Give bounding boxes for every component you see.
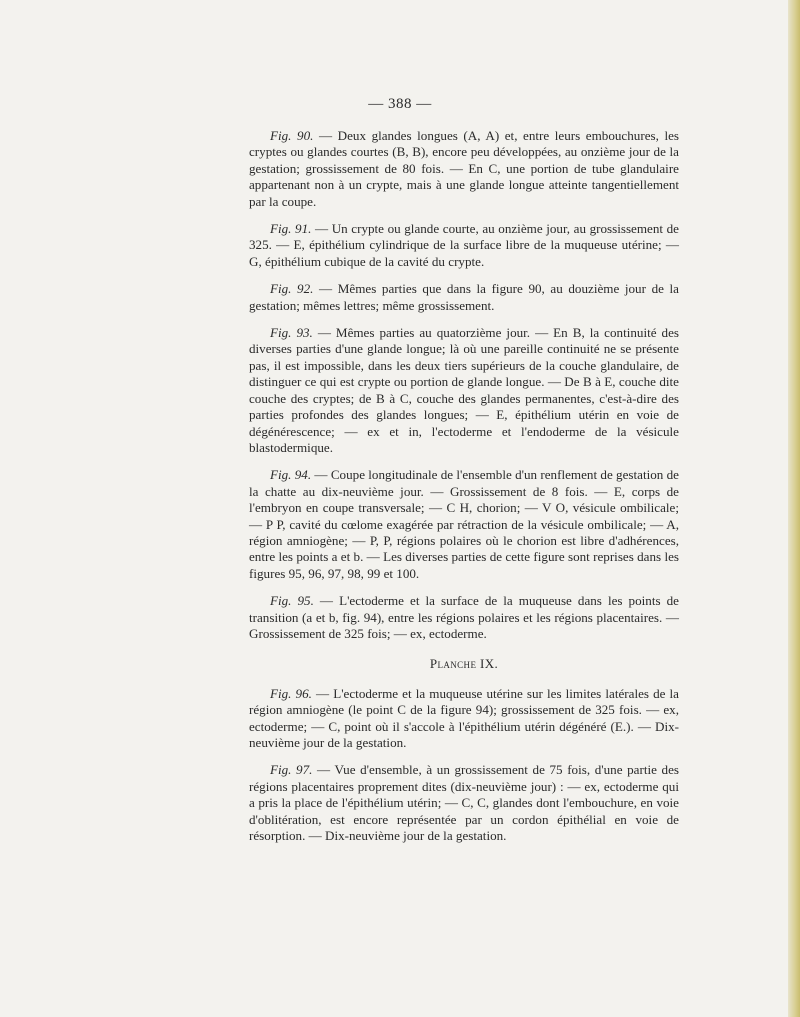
- legend-text: — L'ectoderme et la surface de la muqueuse dans les points de transition (a et b, fig. 94), entre les régions polaires et les régions placentaires. — Grossissement de 325 fois; — ex, ectoderme.: [249, 593, 679, 641]
- page-number: — 388 —: [368, 96, 432, 112]
- legend-fig-97: [249, 762, 679, 844]
- legend-text: — Vue d'ensemble, à un grossissement de 75 fois, d'une partie des régions placentaires proprement dites (dix-neuvième jour) : — ex, ectoderme qui a pris la place de l'épithélium utérin; — C, C, glandes dont l'embouchure, en voie d'oblitération, est encore représentée par un cordon épithélial en voie de résorption. — Dix-neuvième jour de la gestation.: [249, 762, 679, 844]
- legend-label: Fig. 96.: [270, 685, 312, 701]
- legend-text: — Mêmes parties au quatorzième jour. — En B, la continuité des diverses parties d'une glande longue; là où une pareille continuité ne se présente pas, il est impossible, dans les deux tiers supérieurs de la couche glandulaire, de distinguer ce qui est crypte ou portion de glande longue. — De B à E, couche dite couche des cryptes; de B à C, couche des glandes permanentes, c'est-à-dire des parties profondes des glandes longues; — E, épithélium utérin en voie de dégénérescence; — ex et in, l'ectoderme et l'endoderme de la vésicule blastodermique.: [249, 325, 679, 455]
- legend-fig-95: [249, 593, 679, 642]
- legend-label: Fig. 92.: [270, 281, 314, 297]
- legend-text: — Un crypte ou glande courte, au onzième jour, au grossissement de 325. — E, épithélium cylindrique de la surface libre de la muqueuse utérine; — G, épithélium cubique de la cavité du crypte.: [249, 221, 679, 269]
- legend-fig-94: [249, 467, 679, 582]
- figure-legends: [249, 128, 679, 855]
- legend-label: Fig. 97.: [270, 762, 313, 778]
- legend-label: Fig. 90.: [270, 128, 314, 143]
- plate-heading: Planche IX.: [429, 656, 499, 672]
- legend-text: — L'ectoderme et la muqueuse utérine sur les limites latérales de la région amniogène (le point C de la figure 94); grossissement de 325 fois. — ex, ectoderme; — C, point où il s'accole à l'épithélium utérin dégénéré (E.). — Dix-neuvième jour de la gestation.: [249, 685, 679, 750]
- legend-fig-91: [249, 221, 679, 270]
- legend-fig-92: [249, 281, 679, 314]
- legend-label: Fig. 91.: [270, 221, 312, 237]
- legend-label: Fig. 94.: [270, 467, 312, 483]
- legend-fig-93: [249, 325, 679, 456]
- legend-fig-96: [249, 686, 679, 752]
- legend-label: Fig. 93.: [270, 325, 313, 341]
- legend-fig-90: [249, 128, 679, 210]
- legend-text: — Deux glandes longues (A, A) et, entre leurs embouchures, les cryptes ou glandes courtes (B, B), encore peu développées, au onzième jour de la gestation; grossissement de 80 fois. — En C, une portion de tube glandulaire appartenant non à un crypte, mais à une glande longue atteinte tangentiellement par la coupe.: [249, 128, 679, 209]
- legend-text: — Mêmes parties que dans la figure 90, au douzième jour de la gestation; mêmes lettres; même grossissement.: [249, 281, 679, 313]
- page-edge: [788, 0, 800, 1017]
- legend-text: — Coupe longitudinale de l'ensemble d'un renflement de gestation de la chatte au dix-neuvième jour. — Grossissement de 8 fois. — E, corps de l'embryon en coupe transversale; — C H, chorion; — V O, vésicule ombilicale; — P P, cavité du cœlome exagérée par rétraction de la vésicule ombilicale; — A, région amniogène; — P, P, régions polaires où le chorion est libre d'adhérences, entre les points a et b. — Les diverses parties de cette figure sont reprises dans les figures 95, 96, 97, 98, 99 et 100.: [249, 467, 679, 581]
- legend-label: Fig. 95.: [270, 593, 314, 609]
